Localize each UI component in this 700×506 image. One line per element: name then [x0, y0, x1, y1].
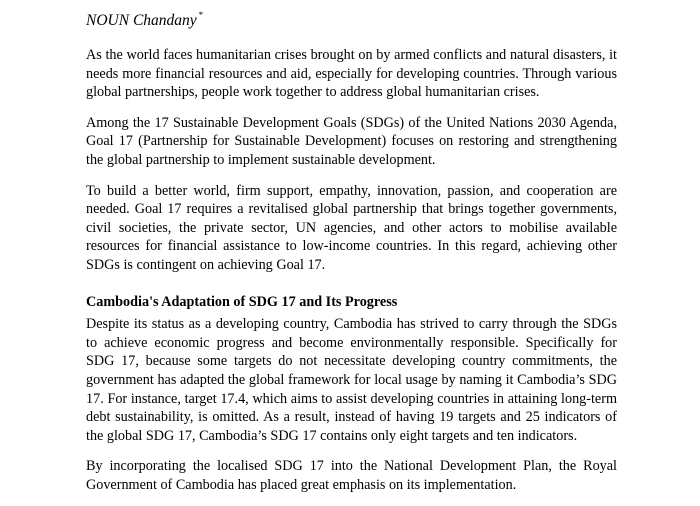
author-footnote-marker: * [198, 10, 204, 20]
section-paragraph-2: By incorporating the localised SDG 17 into the National Development Plan, the Royal Government of Cambodia has placed great emphasis on its implementation. [86, 458, 617, 493]
section-paragraph-1: Despite its status as a developing country, Cambodia has strived to carry through the SDGs to achieve economic progress and become environmentally responsible. Specifically for SDG 17, because some targets do not necessitate developing country commitments, the government has adapted the global framework for local usage by naming it Cambodia’s SDG 17. For instance, target 17.4, which aims to assist developing countries in attaining long-term debt sustainability, is omitted. As a result, instead of having 19 targets and 25 indicators of the global SDG 17, Cambodia’s SDG 17 contains only eight targets and ten indicators. [86, 316, 617, 444]
document-page [86, 0, 617, 506]
section-heading: Cambodia's Adaptation of SDG 17 and Its Progress [86, 293, 398, 310]
author-name: NOUN Chandany [86, 12, 197, 29]
intro-paragraph-2: Among the 17 Sustainable Development Goals (SDGs) of the United Nations 2030 Agenda, Goal 17 (Partnership for Sustainable Development) focuses on restoring and strengthening the global partnership to implement sustainable development. [86, 114, 617, 168]
intro-paragraph-3: To build a better world, firm support, empathy, innovation, passion, and cooperation are needed. Goal 17 requires a revitalised global partnership that brings together governments, civil societies, the private sector, UN agencies, and other actors to mobilise available resources for financial assistance to low-income countries. In this regard, achieving other SDGs is contingent on achieving Goal 17. [86, 182, 617, 273]
author-line [86, 4, 617, 32]
intro-paragraph-1: As the world faces humanitarian crises brought on by armed conflicts and natural disasters, it needs more financial resources and aid, especially for developing countries. Through various global partnerships, people work together to address global humanitarian crises. [86, 47, 617, 101]
